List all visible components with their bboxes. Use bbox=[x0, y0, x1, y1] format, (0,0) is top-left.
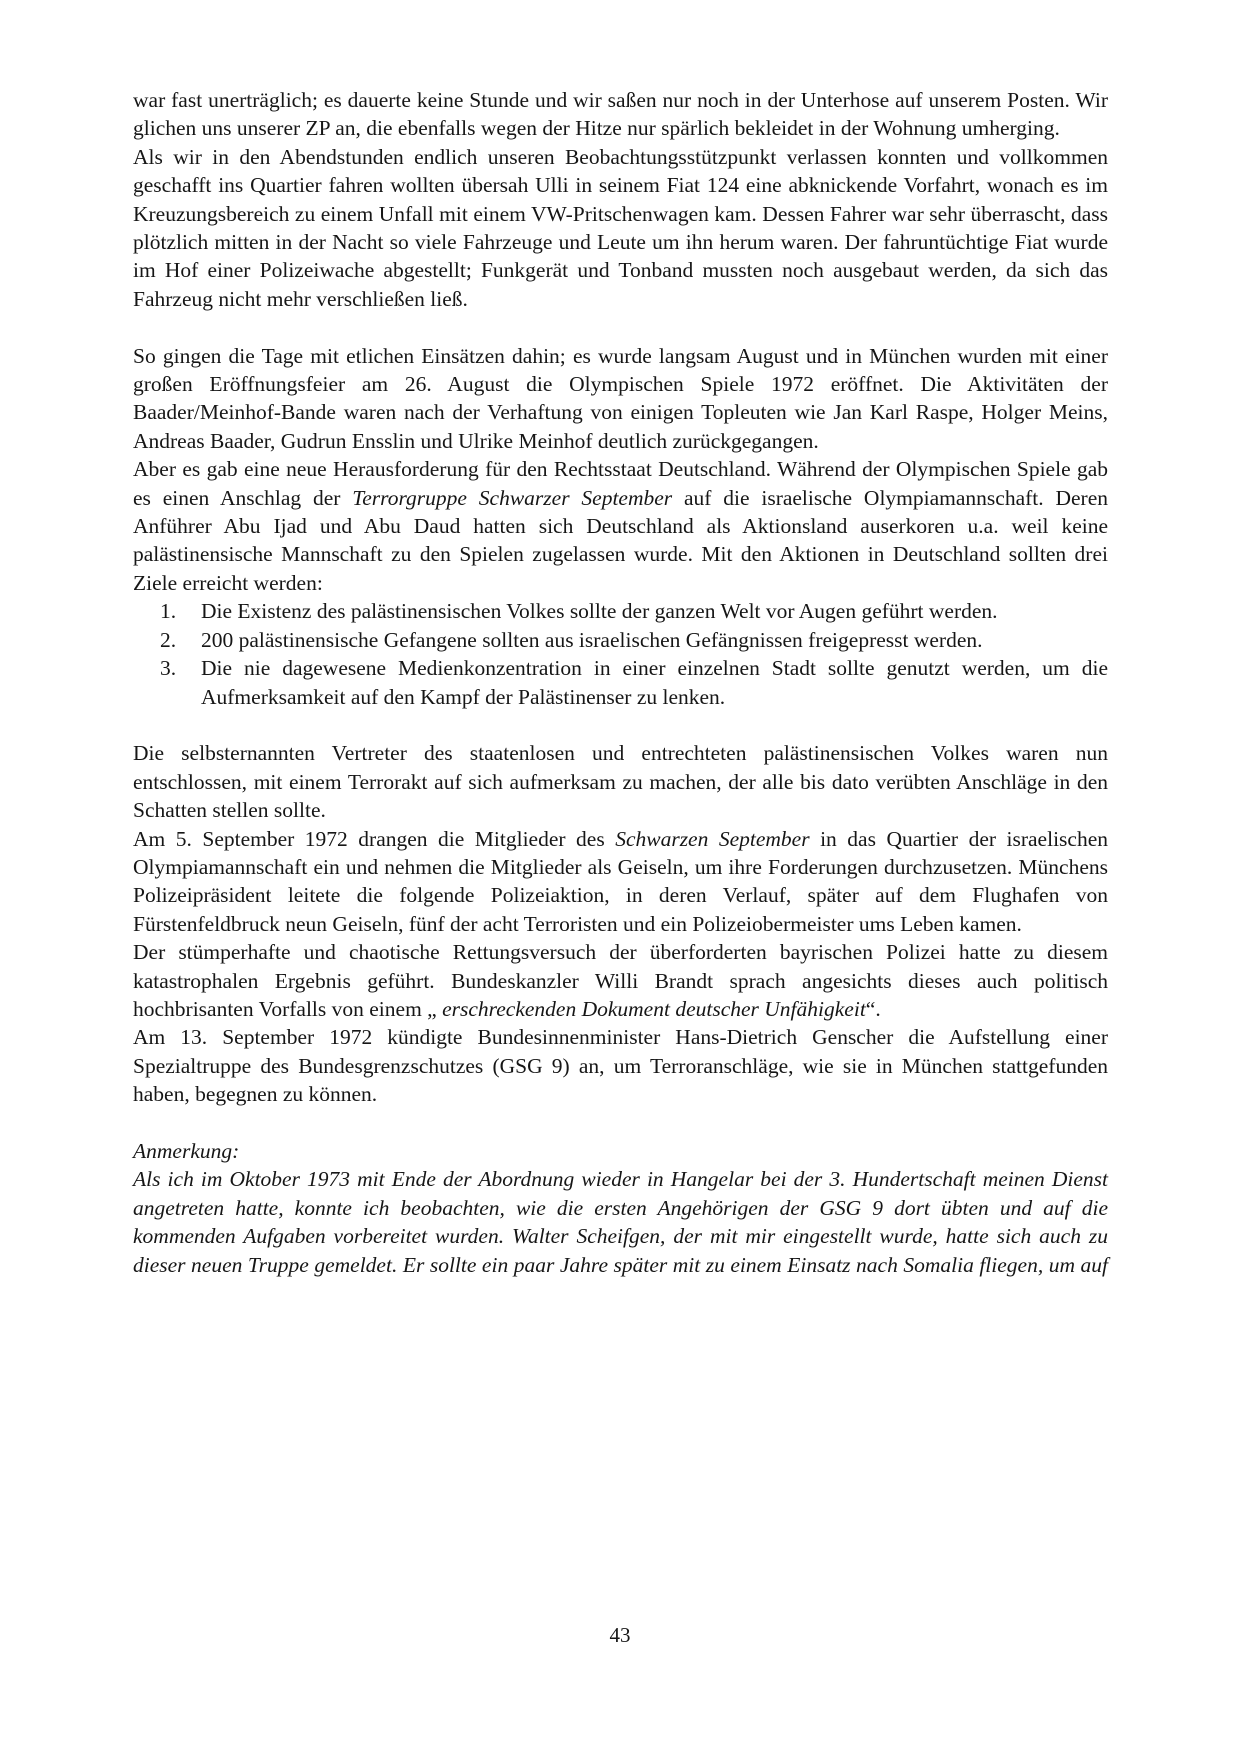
page-content bbox=[133, 86, 1108, 1279]
text-run: Als ich im Oktober 1973 mit Ende der Abordnung wieder in Hangelar bei der 3. Hundertschaft meinen Dienst angetreten hatte, konnte ich beobachten, wie die ersten Angehörigen der GSG 9 dort übten und auf die kommenden Aufgaben vorbereitet wurden. Walter Scheifgen, der mit mir eingestellt wurde, hatte sich auch zu dieser neuen Truppe gemeldet. Er sollte ein paar Jahre später mit zu einem Einsatz nach Somalia fliegen, um auf bbox=[133, 1167, 1108, 1277]
list-item bbox=[160, 654, 1108, 711]
paragraph-terror-plan bbox=[133, 739, 1108, 824]
list-item bbox=[160, 626, 1108, 654]
text-run: So gingen die Tage mit etlichen Einsätzen dahin; es wurde langsam August und in München wurden mit einer großen Eröffnungsfeier am 26. August die Olympischen Spiele 1972 eröffnet. Die Aktivitäten der Baader/Meinhof-Bande waren nach der Verhaftung von einigen Topleuten wie Jan Karl Raspe, Holger Meins, Andreas Baader, Gudrun Ensslin und Ulrike Meinhof deutlich zurückgegangen. bbox=[133, 343, 1108, 453]
text-run: Die Existenz des palästinensischen Volkes sollte der ganzen Welt vor Augen geführt werden. bbox=[201, 599, 998, 624]
text-run: 200 palästinensische Gefangene sollten aus israelischen Gefängnissen freigepresst werden. bbox=[201, 627, 983, 652]
list-item-text bbox=[201, 654, 1108, 711]
goals-list bbox=[133, 597, 1108, 711]
annotation-heading bbox=[133, 1137, 1108, 1165]
list-item-number: 3. bbox=[160, 656, 177, 681]
paragraph-olympics-opening bbox=[133, 342, 1108, 456]
paragraph-observation-post bbox=[133, 86, 1108, 143]
text-run: Die selbsternannten Vertreter des staatenlosen und entrechteten palästinensischen Volkes waren nun entschlossen, mit einem Terrorakt auf sich aufmerksam zu machen, der alle bis dato verübten Anschläge in den Schatten stellen sollte. bbox=[133, 741, 1108, 823]
list-item-text bbox=[201, 626, 1108, 654]
list-item bbox=[160, 597, 1108, 625]
text-run: auf die israelische Olympiamannschaft. Deren Anführer Abu Ijad und Abu Daud hatten sich Deutschland als Aktionsland auserkoren u.a. weil keine palästinensische Mannschaft zu den Spielen zugelassen wurde. Mit den Aktionen in Deutschland sollten drei Ziele erreicht werden: bbox=[133, 485, 1108, 595]
list-item-number: 2. bbox=[160, 627, 177, 652]
paragraph-fiat-accident bbox=[133, 143, 1108, 313]
text-run: Am 5. September 1972 drangen die Mitglieder des bbox=[133, 826, 616, 851]
paragraph-hostage-taking bbox=[133, 825, 1108, 939]
text-run: erschreckenden Dokument deutscher Unfähigkeit bbox=[442, 996, 866, 1021]
text-run: Am 13. September 1972 kündigte Bundesinnenminister Hans-Dietrich Genscher die Aufstellung einer Spezialtruppe des Bundesgrenzschutzes (GSG 9) an, um Terroranschläge, wie sie in München stattgefunden haben, begegnen zu können. bbox=[133, 1025, 1108, 1107]
text-run: Die nie dagewesene Medienkonzentration in einer einzelnen Stadt sollte genutzt werden, um die Aufmerksamkeit auf den Kampf der Palästinenser zu lenken. bbox=[201, 656, 1108, 709]
text-run: Als wir in den Abendstunden endlich unseren Beobachtungsstützpunkt verlassen konnten und vollkommen geschafft ins Quartier fahren wollten übersah Ulli in seinem Fiat 124 eine abknickende Vorfahrt, wonach es im Kreuzungsbereich zu einem Unfall mit einem VW-Pritschenwagen kam. Dessen Fahrer war sehr überrascht, dass plötzlich mitten in der Nacht so viele Fahrzeuge und Leute um ihn herum waren. Der fahruntüchtige Fiat wurde im Hof einer Polizeiwache abgestellt; Funkgerät und Tonband mussten noch ausgebaut werden, da sich das Fahrzeug nicht mehr verschließen ließ. bbox=[133, 144, 1108, 311]
text-run: Terrorgruppe Schwarzer September bbox=[352, 485, 673, 510]
text-run: Aber es gab eine neue Herausforderung für den Rechtsstaat Deutschland. Während der Olympischen Spiele gab es einen Anschlag der bbox=[133, 457, 1108, 510]
text-run: war fast unerträglich; es dauerte keine Stunde und wir saßen nur noch in der Unterhose auf unserem Posten. Wir glichen uns unserer ZP an, die ebenfalls wegen der Hitze nur spärlich bekleidet in der Wohnung umherging. bbox=[133, 88, 1108, 141]
paragraph-black-september bbox=[133, 455, 1108, 597]
text-run: Anmerkung: bbox=[133, 1138, 240, 1163]
list-item-text bbox=[201, 597, 1108, 625]
list-item-number: 1. bbox=[160, 599, 177, 624]
text-run: “. bbox=[865, 996, 881, 1021]
text-run: Der stümperhafte und chaotische Rettungsversuch der überforderten bayrischen Polizei hatte zu diesem katastrophalen Ergebnis geführt. Bundeskanzler Willi Brandt sprach angesichts dieses auch politisch hochbrisanten Vorfalls von einem „ bbox=[133, 940, 1108, 1021]
text-run: in das Quartier der israelischen Olympiamannschaft ein und nehmen die Mitglieder als Geiseln, um ihre Forderungen durchzusetzen. Münchens Polizeipräsident leitete die folgende Polizeiaktion, in deren Verlauf, später auf dem Flughafen von Fürstenfeldbruck neun Geiseln, fünf der acht Terroristen und ein Polizeiobermeister ums Leben kamen. bbox=[133, 826, 1109, 936]
paragraph-annotation bbox=[133, 1165, 1108, 1279]
paragraph-gsg9-founding bbox=[133, 1023, 1108, 1108]
paragraph-rescue-failure bbox=[133, 938, 1108, 1023]
page-number: 43 bbox=[609, 1623, 631, 1647]
text-run: Schwarzen September bbox=[615, 826, 810, 851]
